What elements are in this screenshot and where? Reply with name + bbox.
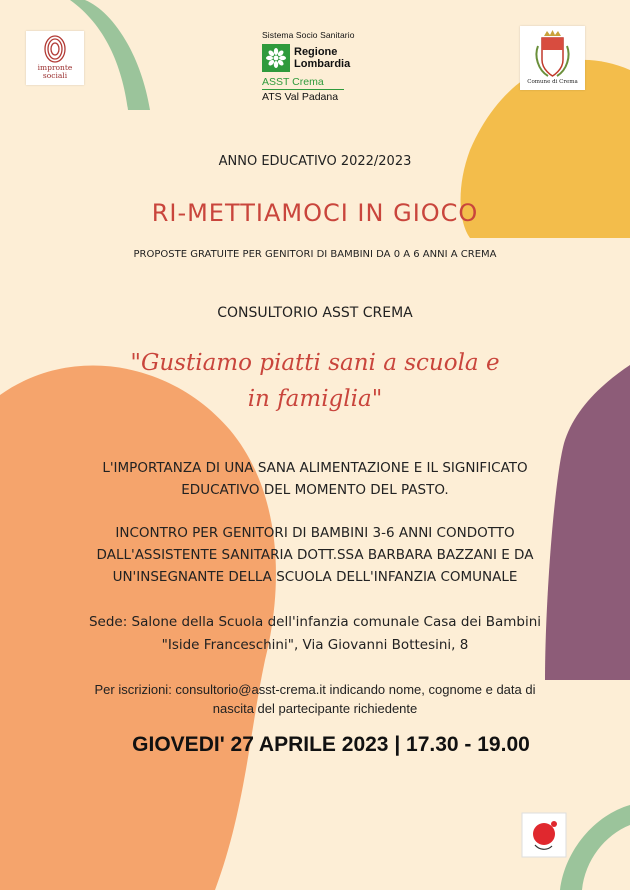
- date-time: GIOVEDI' 27 APRILE 2023 | 17.30 - 19.00: [132, 733, 530, 756]
- logo-divider: [262, 89, 344, 90]
- paint-splash-icon: [519, 810, 569, 860]
- registration-line-1: Per iscrizioni: consultorio@asst-crema.it indicando nome, cognome e data di: [94, 682, 536, 697]
- organizer: CONSULTORIO ASST CREMA: [217, 305, 413, 321]
- meeting-line-1: INCONTRO PER GENITORI DI BAMBINI 3-6 ANNI CONDOTTO: [115, 525, 515, 541]
- description-line-1: L'IMPORTANZA DI UNA SANA ALIMENTAZIONE E IL SIGNIFICATO: [102, 460, 528, 476]
- event-title-line-1: "Gustiamo piatti sani a scuola e: [130, 350, 500, 376]
- meeting-line-3: UN'INSEGNANTE DELLA SCUOLA DELL'INFANZIA COMUNALE: [112, 569, 518, 585]
- school-year: ANNO EDUCATIVO 2022/2023: [218, 154, 412, 169]
- asst-crema-label: ASST Crema: [262, 76, 324, 88]
- logo-line-1: impronte: [37, 63, 73, 72]
- logo-line-2: sociali: [42, 71, 68, 80]
- description-line-2: EDUCATIVO DEL MOMENTO DEL PASTO.: [181, 482, 449, 498]
- lombardia-label: Lombardia: [294, 58, 351, 70]
- purple-blob: [545, 365, 630, 680]
- event-title-line-2: in famiglia": [247, 386, 383, 412]
- ats-val-padana-label: ATS Val Padana: [262, 91, 339, 103]
- main-title: RI-METTIAMOCI IN GIOCO: [151, 199, 479, 227]
- venue-line-1: Sede: Salone della Scuola dell'infanzia comunale Casa dei Bambini: [88, 614, 542, 630]
- impronte-sociali-logo: [26, 31, 84, 85]
- sistema-socio-sanitario-label: Sistema Socio Sanitario: [262, 30, 355, 40]
- green-arc-bottom: [560, 805, 630, 890]
- regione-lombardia-logo: [262, 30, 382, 103]
- subtitle: PROPOSTE GRATUITE PER GENITORI DI BAMBINI DA 0 A 6 ANNI A CREMA: [133, 249, 497, 260]
- registration-line-2: nascita del partecipante richiedente: [212, 701, 418, 716]
- venue-line-2: "Iside Franceschini", Via Giovanni Bottesini, 8: [161, 637, 469, 653]
- comune-di-crema-logo: [520, 26, 585, 90]
- lombardia-rose-icon: [262, 44, 290, 72]
- regione-label: Regione: [294, 46, 338, 58]
- comune-caption: Comune di Crema: [527, 79, 578, 85]
- meeting-line-2: DALL'ASSISTENTE SANITARIA DOTT.SSA BARBARA BAZZANI E DA: [96, 547, 534, 563]
